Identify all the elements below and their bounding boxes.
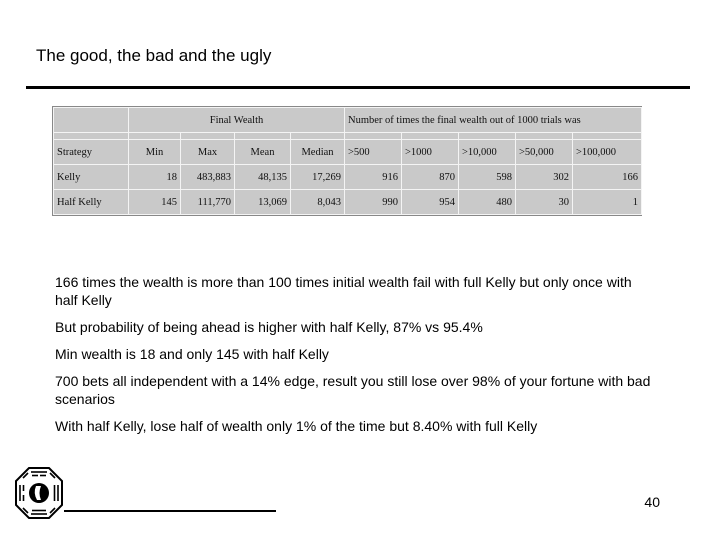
table-group-header-row: [54, 108, 642, 133]
page-number: 40: [644, 494, 660, 510]
bullet-item: But probability of being ahead is higher with half Kelly, 87% vs 95.4%: [55, 319, 483, 335]
table-header-cell: >50,000: [516, 140, 573, 165]
table-cell: 483,883: [181, 165, 235, 190]
table-row: [54, 190, 642, 215]
table-cell: 30: [516, 190, 573, 215]
table-header-cell: Max: [181, 140, 235, 165]
table-cell: 166: [573, 165, 642, 190]
table-cell: 870: [402, 165, 459, 190]
table-cell: 480: [459, 190, 516, 215]
table-cell: 145: [129, 190, 181, 215]
table-cell: 18: [129, 165, 181, 190]
table-header-cell: >1000: [402, 140, 459, 165]
table-cell: 13,069: [235, 190, 291, 215]
table-header-cell: >500: [345, 140, 402, 165]
bullet-list: [55, 273, 655, 444]
bullet-item: With half Kelly, lose half of wealth only 1% of the time but 8.40% with full Kelly: [55, 418, 538, 434]
table-cell: 954: [402, 190, 459, 215]
table-header-cell: Strategy: [54, 140, 129, 165]
octagon-logo-icon: [14, 466, 64, 520]
table-cell: 990: [345, 190, 402, 215]
table-cell: 17,269: [291, 165, 345, 190]
table-cell: Kelly: [54, 165, 129, 190]
title-divider: [26, 86, 690, 89]
table-cell: 111,770: [181, 190, 235, 215]
table-cell: 48,135: [235, 165, 291, 190]
table-cell: 916: [345, 165, 402, 190]
table-row: [54, 165, 642, 190]
table-header-cell: Min: [129, 140, 181, 165]
table-header-cell: >10,000: [459, 140, 516, 165]
bullet-item: 700 bets all independent with a 14% edge, result you still lose over 98% of your fortune with bad scenarios: [55, 373, 651, 407]
bullet-item: 166 times the wealth is more than 100 times initial wealth fail with full Kelly but only once with half Kelly: [55, 274, 632, 308]
table-empty-cell: [54, 108, 129, 133]
wealth-table-image: [52, 106, 642, 216]
table-header-cell: Mean: [235, 140, 291, 165]
trials-group-header: Number of times the final wealth out of 1000 trials was: [345, 108, 642, 133]
table-header-row: [54, 140, 642, 165]
footer-divider: [64, 510, 276, 512]
table-spacer-row: [54, 133, 642, 140]
table-header-cell: >100,000: [573, 140, 642, 165]
table-cell: Half Kelly: [54, 190, 129, 215]
table-cell: 598: [459, 165, 516, 190]
table-header-cell: Median: [291, 140, 345, 165]
bullet-item: Min wealth is 18 and only 145 with half Kelly: [55, 346, 329, 362]
final-wealth-group-header: Final Wealth: [129, 108, 345, 133]
table-cell: 8,043: [291, 190, 345, 215]
table-cell: 302: [516, 165, 573, 190]
table-cell: 1: [573, 190, 642, 215]
wealth-table: [53, 107, 642, 215]
slide-title: The good, the bad and the ugly: [36, 46, 272, 65]
